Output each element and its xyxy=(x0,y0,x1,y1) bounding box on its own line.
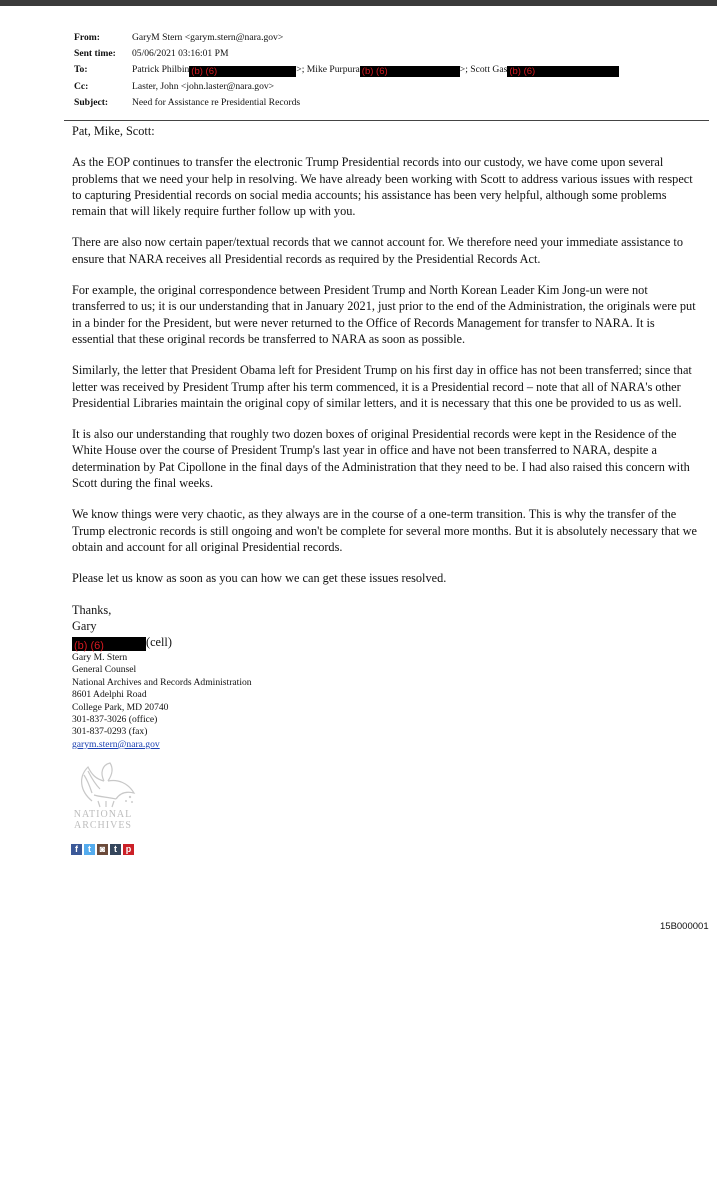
sent-value: 05/06/2021 03:16:01 PM xyxy=(132,48,229,60)
redaction-box xyxy=(507,66,619,77)
to-recipient-1: Patrick Philbin xyxy=(132,64,190,76)
national-archives-logo xyxy=(70,761,150,831)
tumblr-icon[interactable]: t xyxy=(110,844,121,855)
subject-value: Need for Assistance re Presidential Records xyxy=(132,96,301,108)
cell-suffix: (cell) xyxy=(146,634,172,649)
header-divider xyxy=(64,120,709,121)
logo-text-archives: ARCHIVES xyxy=(73,820,132,831)
instagram-icon[interactable]: ◙ xyxy=(97,844,108,855)
to-label: To: xyxy=(74,64,88,76)
facebook-icon[interactable]: f xyxy=(71,844,82,855)
from-value: GaryM Stern <garym.stern@nara.gov> xyxy=(132,32,284,43)
paragraph: For example, the original correspondence between President Trump and North Korean Leader Kim Jong-un were not transferred to us; it is our understanding that in January 2021, just prior to the end of the Administration, the originals were put in a binder for the President, but were never returned to the Office of Records Management for transfer to NARA. It is essential that these original records be transferred to NARA as soon as possible. xyxy=(72,283,696,346)
redaction-box xyxy=(360,66,460,77)
paragraph: We know things were very chaotic, as they always are in the course of a one-term transition. This is why the transfer of the Trump electronic records is still ongoing and won't be complete for several more months. But it is absolutely necessary that we obtain and account for all original Presidential records. xyxy=(72,507,698,554)
closing-block xyxy=(72,602,700,650)
sig-email-link[interactable]: garym.stern@nara.gov xyxy=(72,738,160,750)
document-page xyxy=(0,6,717,1200)
closing-thanks: Thanks, xyxy=(72,602,112,617)
paragraph: Please let us know as soon as you can how we can get these issues resolved. xyxy=(72,571,447,586)
twitter-icon[interactable]: t xyxy=(84,844,95,855)
email-header xyxy=(64,32,704,113)
paragraph: There are also now certain paper/textual records that we cannot account for. We therefore need your immediate assistance to ensure that NARA receives all Presidential records as required by the Presidential Records Act. xyxy=(72,235,683,266)
closing-name: Gary xyxy=(72,618,97,633)
to-row xyxy=(64,64,704,80)
subject-row xyxy=(64,97,704,113)
to-recipient-2: >; Mike Purpura xyxy=(296,64,360,76)
sig-office-phone: 301-837-3026 (office) xyxy=(72,714,158,726)
signature-block xyxy=(72,652,252,751)
sent-label: Sent time: xyxy=(74,48,116,60)
paragraph: Similarly, the letter that President Obama left for President Trump on his first day in office has not been transferred; since that letter was received by President Trump after his term commenced, it is a Presidential record – note that all of NARA's other Presidential Libraries maintain the original copy of similar letters, and it is necessary that this one be provided to us as well. xyxy=(72,363,692,410)
document-number: 15B000001 xyxy=(660,921,709,932)
greeting: Pat, Mike, Scott: xyxy=(72,124,155,138)
paragraph: It is also our understanding that roughly two dozen boxes of original Presidential records were kept in the Residence of the White House over the course of President Trump's last year in office and have not been transferred to NARA, despite a determination by Pat Cipollone in the final days of the Administration that they need to be. I had also raised this concern with Scott during the final weeks. xyxy=(72,427,690,491)
sig-city: College Park, MD 20740 xyxy=(72,701,169,713)
logo-text-national: NATIONAL xyxy=(73,809,133,820)
subject-label: Subject: xyxy=(74,96,109,108)
redaction-box xyxy=(72,637,146,651)
to-recipient-3: >; Scott Gas xyxy=(459,64,508,76)
cell-line xyxy=(72,634,700,650)
cc-label: Cc: xyxy=(74,80,89,92)
eagle-icon xyxy=(70,761,140,809)
paragraph: As the EOP continues to transfer the electronic Trump Presidential records into our custody, we have come upon several problems that we need your help in resolving. We have already been working with Scott to address various issues with respect to capturing Presidential records on social media accounts; his assistance has been very helpful, although some problems remain that will likely require further follow up with you. xyxy=(72,155,693,219)
pinterest-icon[interactable]: p xyxy=(123,844,134,855)
sig-fax: 301-837-0293 (fax) xyxy=(72,726,148,738)
sig-title: General Counsel xyxy=(72,664,137,676)
cc-row xyxy=(64,81,704,97)
redaction-code: (b) (6) xyxy=(509,66,536,78)
redaction-code: (b) (6) xyxy=(74,639,104,652)
sig-name: Gary M. Stern xyxy=(72,652,128,663)
from-row xyxy=(64,32,704,48)
social-icons xyxy=(71,844,134,855)
redaction-box xyxy=(189,66,296,77)
sig-street: 8601 Adelphi Road xyxy=(72,689,147,701)
cc-value: Laster, John <john.laster@nara.gov> xyxy=(132,80,275,92)
email-body xyxy=(72,123,700,650)
redaction-code: (b) (6) xyxy=(361,66,388,78)
to-value xyxy=(132,64,619,77)
sent-row xyxy=(64,48,704,64)
from-label: From: xyxy=(74,32,100,43)
sig-org: National Archives and Records Administration xyxy=(72,676,252,688)
redaction-code: (b) (6) xyxy=(191,66,218,78)
